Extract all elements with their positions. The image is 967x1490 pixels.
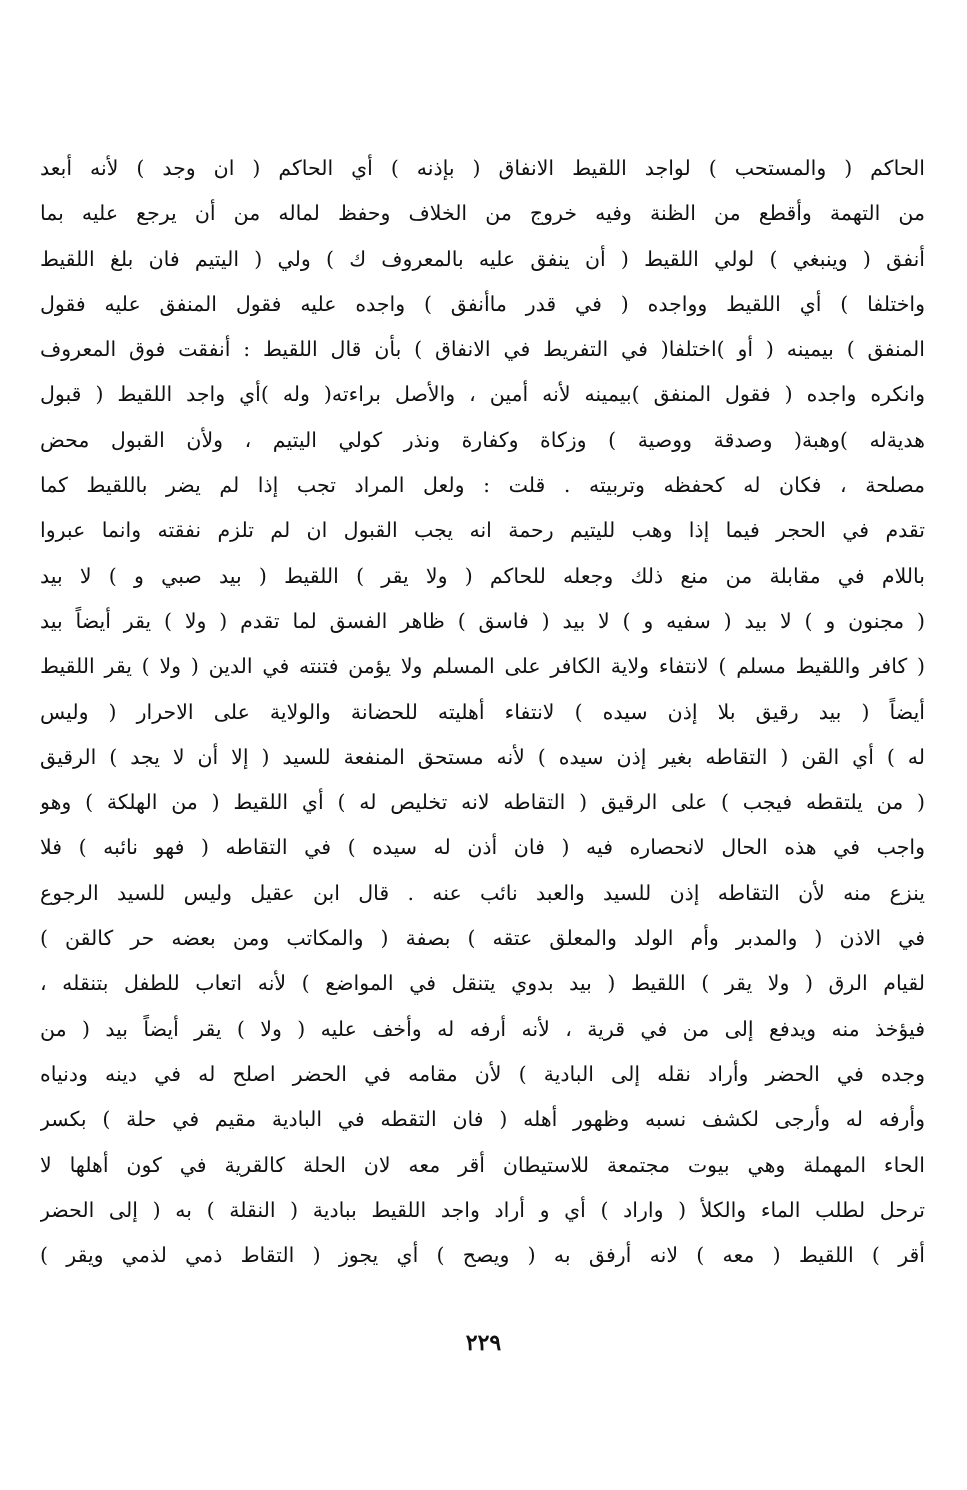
text-line: وأرفه له وأرجى لكشف نسبه وظهور أهله ( فان التقطه في البادية مقيم في حلة ) بكسر	[40, 1107, 925, 1132]
text-line: واختلفا ) أي اللقيط وواجده ( في قدر ماأنفق ) واجده عليه فقول المنفق عليه فقول	[40, 291, 925, 316]
text-line: هديةله )وهبة( وصدقة ووصية ) وزكاة وكفارة ونذر كولي اليتيم ، ولأن القبول محض	[40, 427, 925, 452]
text-line: باللام في مقابلة من منع ذلك وجعله للحاكم ( ولا يقر ) اللقيط ( بيد صبي و ) لا بيد	[40, 563, 925, 588]
text-line: واجب في هذه الحال لانحصاره فيه ( فان أذن له سيده ) في التقاطه ( فهو نائبه ) فلا	[40, 835, 925, 860]
text-line: وانكره واجده ( فقول المنفق )بيمينه لأنه أمين ، والأصل براءته( وله )أي واجد اللقيط ( قبول	[40, 382, 925, 407]
text-line: تقدم في الحجر فيما إذا وهب لليتيم رحمة انه يجب القبول ان لم تلزم نفقته وانما عبروا	[40, 518, 925, 543]
text-line: له ) أي القن ( التقاطه بغير إذن سيده ) لأنه مستحق المنفعة للسيد ( إلا أن لا يجد ) الرقيق	[40, 744, 925, 769]
text-line: أنفق ( وينبغي ) لولي اللقيط ( أن ينفق عليه بالمعروف ك ) ولي ( اليتيم فان بلغ اللقيط	[40, 246, 925, 271]
text-line: ( كافر واللقيط مسلم ) لانتفاء ولاية الكافر على المسلم ولا يؤمن فتنته في الدين ( ولا ) يقر اللقيط	[40, 654, 925, 679]
text-line: مصلحة ، فكان له كحفظه وتربيته . قلت : ولعل المراد تجب إذا لم يضر باللقيط كما	[40, 473, 925, 498]
text-line: المنفق ) بيمينه ( أو )اختلفا( في التفريط في الانفاق ) بأن قال اللقيط : أنفقت فوق المعروف	[40, 337, 925, 362]
text-line: وجده في الحضر وأراد نقله إلى البادية ) لأن مقامه في الحضر اصلح له في دينه ودنياه	[40, 1061, 925, 1086]
text-line: لقيام الرق ( ولا يقر ) اللقيط ( بيد بدوي يتنقل في المواضع ) لأنه اتعاب للطفل بتنقله ،	[40, 971, 925, 996]
text-line: الحاء المهملة وهي بيوت مجتمعة للاستيطان أقر معه لان الحلة كالقرية في كون أهلها لا	[40, 1152, 925, 1177]
text-line: ( من يلتقطه فيجب ) على الرقيق ( التقاطه لانه تخليص له ) أي اللقيط ( من الهلكة ) وهو	[40, 790, 925, 815]
text-line: في الاذن ( والمدبر وأم الولد والمعلق عتقه ) بصفة ( والمكاتب ومن بعضه حر كالقن )	[40, 926, 925, 951]
text-line: أيضاً ( بيد رقيق بلا إذن سيده ) لانتفاء أهليته للحضانة والولاية على الاحرار ( وليس	[40, 699, 925, 724]
text-line: فيؤخذ منه ويدفع إلى من في قرية ، لأنه أرفه له وأخف عليه ( ولا ) يقر أيضاً بيد ( من	[40, 1016, 925, 1041]
text-line: ترحل لطلب الماء والكلأ ( واراد ) أي و أراد واجد اللقيط ببادية ( النقلة ) به ( إلى الحضر	[40, 1197, 925, 1222]
body-text	[40, 146, 925, 1278]
text-line: الحاكم ( والمستحب ) لواجد اللقيط الانفاق ( بإذنه ) أي الحاكم ( ان وجد ) لأنه أبعد	[40, 156, 925, 180]
text-line: ( مجنون و ) لا بيد ( سفيه و ) لا بيد ( فاسق ) ظاهر الفسق لما تقدم ( ولا ) يقر أيضاً بيد	[40, 608, 925, 633]
text-line: من التهمة وأقطع من الظنة وفيه خروج من الخلاف وحفظ لماله من أن يرجع عليه بما	[40, 201, 925, 226]
text-line: أقر ) اللقيط ( معه ) لانه أرفق به ( ويصح ) أي يجوز ( التقاط ذمي لذمي ويقر )	[40, 1243, 925, 1268]
text-line: ينزع منه لأن التقاطه إذن للسيد والعبد نائب عنه . قال ابن عقيل وليس للسيد الرجوع	[40, 880, 925, 905]
page-number: ٢٢٩	[465, 1330, 502, 1356]
